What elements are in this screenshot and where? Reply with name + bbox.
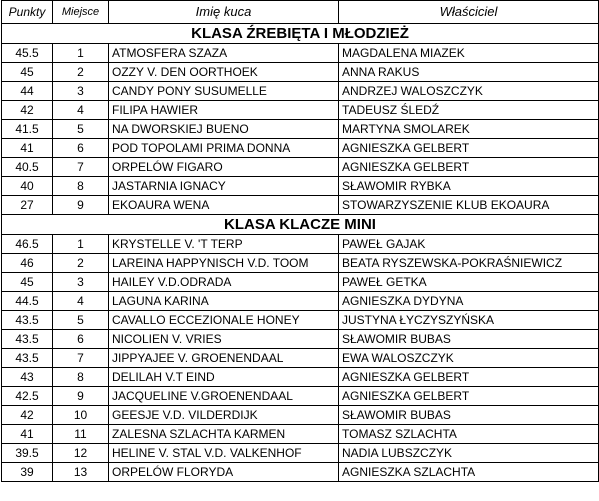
owner-cell: ANDRZEJ WALOSZCZYK <box>339 82 599 101</box>
place-cell: 7 <box>53 349 109 368</box>
place-cell: 6 <box>53 139 109 158</box>
points-cell: 43 <box>2 368 53 387</box>
place-cell: 11 <box>53 425 109 444</box>
pony-name-cell: JIPPYAJEE V. GROENENDAAL <box>109 349 339 368</box>
owner-cell: AGNIESZKA DYDYNA <box>339 292 599 311</box>
owner-cell: SŁAWOMIR BUBAS <box>339 330 599 349</box>
owner-cell: MAGDALENA MIAZEK <box>339 44 599 63</box>
place-cell: 5 <box>53 120 109 139</box>
points-cell: 39.5 <box>2 444 53 463</box>
pony-name-cell: HELINE V. STAL V.D. VALKENHOF <box>109 444 339 463</box>
table-row <box>2 120 599 139</box>
points-cell: 44 <box>2 82 53 101</box>
pony-name-cell: JACQUELINE V.GROENENDAAL <box>109 387 339 406</box>
pony-name-cell: ORPELÓW FIGARO <box>109 158 339 177</box>
owner-cell: EWA WALOSZCZYK <box>339 349 599 368</box>
place-cell: 5 <box>53 311 109 330</box>
place-cell: 8 <box>53 368 109 387</box>
pony-name-cell: CANDY PONY SUSUMELLE <box>109 82 339 101</box>
owner-cell: NADIA LUBSZCZYK <box>339 444 599 463</box>
pony-name-cell: ATMOSFERA SZAZA <box>109 44 339 63</box>
table-row <box>2 235 599 254</box>
place-cell: 8 <box>53 177 109 196</box>
place-cell: 10 <box>53 406 109 425</box>
owner-cell: SŁAWOMIR RYBKA <box>339 177 599 196</box>
header-row <box>2 1 599 24</box>
owner-cell: SŁAWOMIR BUBAS <box>339 406 599 425</box>
place-cell: 4 <box>53 292 109 311</box>
place-cell: 7 <box>53 158 109 177</box>
place-cell: 1 <box>53 44 109 63</box>
owner-cell: AGNIESZKA GELBERT <box>339 158 599 177</box>
points-cell: 41.5 <box>2 120 53 139</box>
place-cell: 2 <box>53 254 109 273</box>
points-cell: 45 <box>2 273 53 292</box>
header-wlasciciel: Właściciel <box>339 1 599 24</box>
header-imie-kuca: Imię kuca <box>109 1 339 24</box>
section-header-row <box>2 215 599 235</box>
pony-name-cell: DELILAH V.T EIND <box>109 368 339 387</box>
pony-name-cell: LAREINA HAPPYNISCH V.D. TOOM <box>109 254 339 273</box>
pony-name-cell: LAGUNA KARINA <box>109 292 339 311</box>
owner-cell: JUSTYNA ŁYCZYSZYŃSKA <box>339 311 599 330</box>
points-cell: 40 <box>2 177 53 196</box>
points-cell: 45.5 <box>2 44 53 63</box>
owner-cell: AGNIESZKA GELBERT <box>339 139 599 158</box>
place-cell: 4 <box>53 101 109 120</box>
owner-cell: AGNIESZKA GELBERT <box>339 368 599 387</box>
owner-cell: TADEUSZ ŚLEDŹ <box>339 101 599 120</box>
table-row <box>2 63 599 82</box>
place-cell: 13 <box>53 463 109 482</box>
pony-name-cell: NA DWORSKIEJ BUENO <box>109 120 339 139</box>
owner-cell: AGNIESZKA SZLACHTA <box>339 463 599 482</box>
points-cell: 43.5 <box>2 330 53 349</box>
table-row <box>2 387 599 406</box>
table-row <box>2 311 599 330</box>
section-title: KLASA ŹREBIĘTA I MŁODZIEŻ <box>2 24 599 44</box>
points-cell: 42 <box>2 406 53 425</box>
table-row <box>2 196 599 215</box>
pony-name-cell: EKOAURA WENA <box>109 196 339 215</box>
place-cell: 9 <box>53 196 109 215</box>
pony-name-cell: HAILEY V.D.ODRADA <box>109 273 339 292</box>
table-row <box>2 177 599 196</box>
owner-cell: MARTYNA SMOLAREK <box>339 120 599 139</box>
points-cell: 43.5 <box>2 349 53 368</box>
table-row <box>2 101 599 120</box>
pony-name-cell: OZZY V. DEN OORTHOEK <box>109 63 339 82</box>
table-row <box>2 139 599 158</box>
points-cell: 42 <box>2 101 53 120</box>
section-header-row <box>2 24 599 44</box>
points-cell: 42.5 <box>2 387 53 406</box>
place-cell: 3 <box>53 82 109 101</box>
table-row <box>2 44 599 63</box>
pony-name-cell: ZALESNA SZLACHTA KARMEN <box>109 425 339 444</box>
points-cell: 40.5 <box>2 158 53 177</box>
pony-name-cell: KRYSTELLE V. 'T TERP <box>109 235 339 254</box>
pony-name-cell: CAVALLO ECCEZIONALE HONEY <box>109 311 339 330</box>
pony-name-cell: ORPELÓW FLORYDA <box>109 463 339 482</box>
place-cell: 2 <box>53 63 109 82</box>
owner-cell: STOWARZYSZENIE KLUB EKOAURA <box>339 196 599 215</box>
pony-name-cell: FILIPA HAWIER <box>109 101 339 120</box>
table-row <box>2 463 599 482</box>
table-row <box>2 330 599 349</box>
owner-cell: AGNIESZKA GELBERT <box>339 387 599 406</box>
owner-cell: PAWEŁ GETKA <box>339 273 599 292</box>
table-row <box>2 254 599 273</box>
results-table <box>1 0 599 482</box>
owner-cell: ANNA RAKUS <box>339 63 599 82</box>
table-row <box>2 273 599 292</box>
pony-name-cell: POD TOPOLAMI PRIMA DONNA <box>109 139 339 158</box>
table-row <box>2 82 599 101</box>
header-miejsce: Miejsce <box>53 1 109 24</box>
header-punkty: Punkty <box>2 1 53 24</box>
table-row <box>2 406 599 425</box>
table-row <box>2 292 599 311</box>
table-row <box>2 425 599 444</box>
points-cell: 39 <box>2 463 53 482</box>
table-row <box>2 444 599 463</box>
section-title: KLASA KLACZE MINI <box>2 215 599 235</box>
points-cell: 41 <box>2 139 53 158</box>
table-row <box>2 349 599 368</box>
place-cell: 3 <box>53 273 109 292</box>
table-row <box>2 368 599 387</box>
place-cell: 9 <box>53 387 109 406</box>
pony-name-cell: GEESJE V.D. VILDERDIJK <box>109 406 339 425</box>
points-cell: 46.5 <box>2 235 53 254</box>
place-cell: 1 <box>53 235 109 254</box>
points-cell: 46 <box>2 254 53 273</box>
table-body <box>2 24 599 482</box>
owner-cell: PAWEŁ GAJAK <box>339 235 599 254</box>
points-cell: 43.5 <box>2 311 53 330</box>
points-cell: 27 <box>2 196 53 215</box>
points-cell: 41 <box>2 425 53 444</box>
pony-name-cell: NICOLIEN V. VRIES <box>109 330 339 349</box>
points-cell: 44.5 <box>2 292 53 311</box>
owner-cell: TOMASZ SZLACHTA <box>339 425 599 444</box>
owner-cell: BEATA RYSZEWSKA-POKRAŚNIEWICZ <box>339 254 599 273</box>
points-cell: 45 <box>2 63 53 82</box>
place-cell: 12 <box>53 444 109 463</box>
table-row <box>2 158 599 177</box>
place-cell: 6 <box>53 330 109 349</box>
pony-name-cell: JASTARNIA IGNACY <box>109 177 339 196</box>
